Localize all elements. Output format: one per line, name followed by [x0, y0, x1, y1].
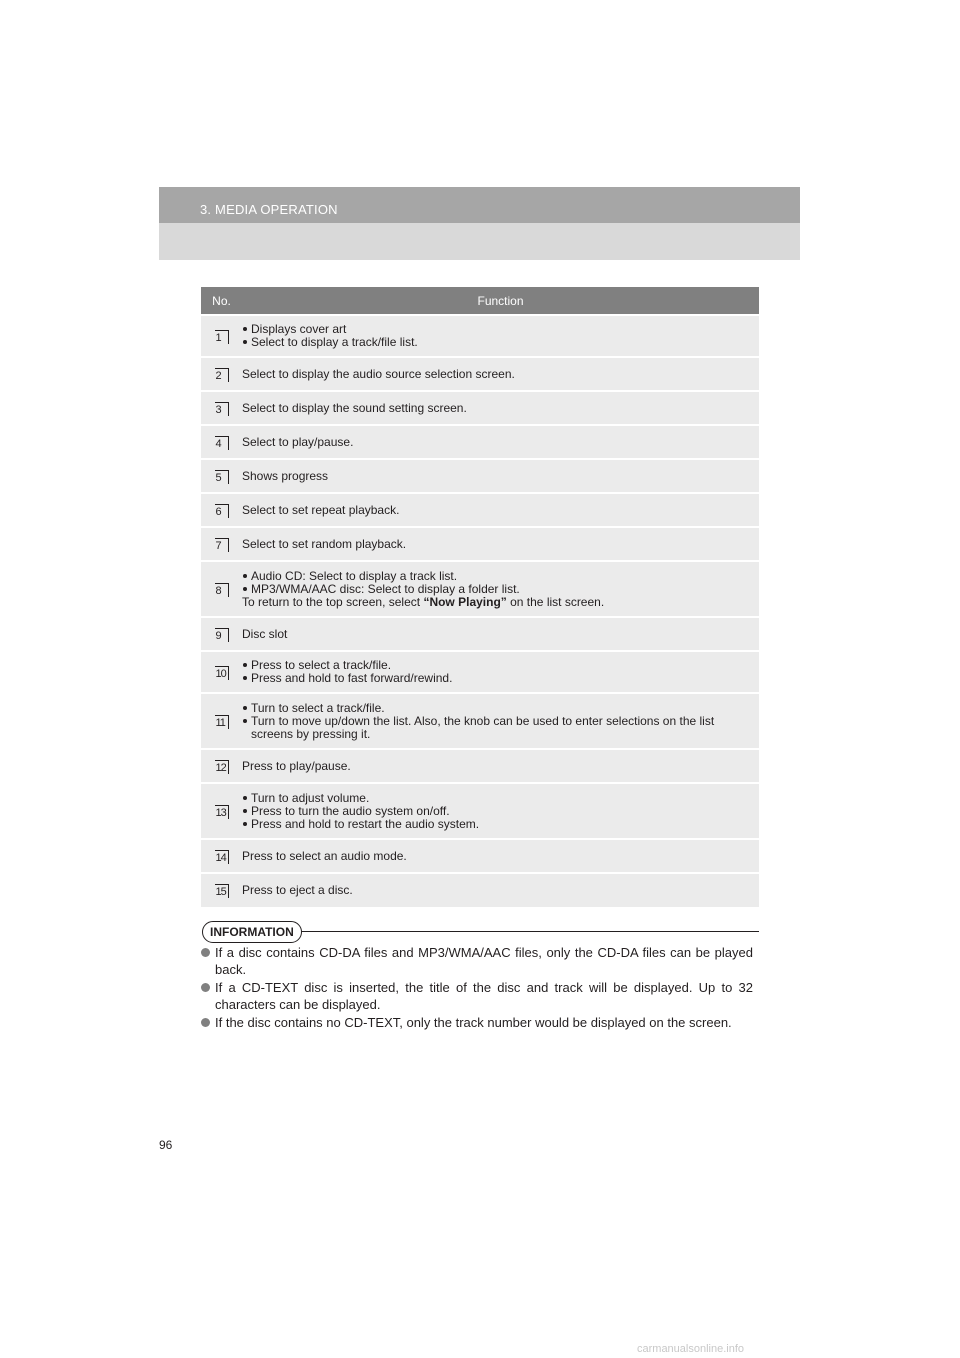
table-row	[201, 459, 759, 493]
section-title: 3. MEDIA OPERATION	[200, 202, 338, 217]
number-box-icon	[215, 504, 229, 518]
row-number-cell	[201, 617, 242, 651]
column-header-no: No.	[201, 287, 242, 315]
function-text	[242, 760, 759, 773]
function-cell	[242, 391, 759, 425]
table-row	[201, 749, 759, 783]
function-cell	[242, 315, 759, 357]
number-box-icon	[215, 805, 229, 819]
row-number: 11	[215, 716, 225, 729]
table-header-row	[201, 287, 759, 315]
function-text	[242, 402, 759, 415]
row-number-cell	[201, 315, 242, 357]
table-row	[201, 357, 759, 391]
row-number: 10	[215, 667, 226, 680]
function-cell	[242, 651, 759, 693]
table-row	[201, 527, 759, 561]
number-box-icon	[215, 666, 229, 680]
function-text	[242, 504, 759, 517]
row-number-cell	[201, 357, 242, 391]
row-number-cell	[201, 651, 242, 693]
number-box-icon	[215, 884, 229, 898]
row-number: 14	[215, 851, 226, 864]
bullet-item: MP3/WMA/AAC disc: Select to display a folder list.	[242, 583, 759, 596]
function-text-part: To return to the top screen, select	[242, 594, 424, 609]
table-row	[201, 425, 759, 459]
table-row	[201, 561, 759, 617]
number-box-icon	[215, 402, 229, 416]
bullet-item: Select to display a track/file list.	[242, 336, 759, 349]
function-cell	[242, 693, 759, 749]
row-number: 6	[215, 505, 221, 518]
function-table	[201, 287, 759, 907]
number-box-icon	[215, 538, 229, 552]
row-number-cell	[201, 493, 242, 527]
row-number: 12	[215, 761, 226, 774]
row-number: 3	[215, 403, 221, 416]
row-number: 7	[215, 539, 221, 552]
function-text	[242, 368, 759, 381]
function-cell	[242, 357, 759, 391]
row-number: 4	[215, 437, 221, 450]
bullet-item: Press and hold to restart the audio system.	[242, 818, 759, 831]
function-text	[242, 436, 759, 449]
watermark: carmanualsonline.info	[637, 1343, 745, 1355]
row-number-cell	[201, 459, 242, 493]
header-bar	[159, 187, 800, 223]
table-row	[201, 391, 759, 425]
table-row	[201, 617, 759, 651]
function-text	[242, 850, 759, 863]
table-row	[201, 493, 759, 527]
row-number-cell	[201, 391, 242, 425]
table-row	[201, 651, 759, 693]
function-text-part: Press to play/pause.	[242, 758, 351, 773]
bullet-item: Turn to adjust volume.	[242, 792, 759, 805]
row-number-cell	[201, 839, 242, 873]
bullet-item: Audio CD: Select to display a track list.	[242, 570, 759, 583]
bullet-list	[242, 323, 759, 349]
information-badge: INFORMATION	[202, 921, 302, 943]
row-number: 1	[215, 331, 221, 344]
bullet-item: Turn to move up/down the list. Also, the knob can be used to enter selections on the list screens by pressing it.	[242, 715, 759, 741]
function-text	[242, 470, 759, 483]
function-cell	[242, 839, 759, 873]
function-text	[242, 884, 759, 897]
bullet-list	[242, 792, 759, 831]
function-text-part: Shows progress	[242, 468, 329, 483]
function-text-part: Select to set random playback.	[242, 536, 407, 551]
number-box-icon	[215, 850, 229, 864]
function-text-part: Press to select an audio mode.	[242, 848, 407, 863]
row-number: 8	[215, 584, 221, 597]
function-cell	[242, 783, 759, 839]
number-box-icon	[215, 628, 229, 642]
row-number: 13	[215, 806, 226, 819]
row-number-cell	[201, 561, 242, 617]
bullet-list	[242, 570, 759, 596]
table-row	[201, 873, 759, 907]
row-number-cell	[201, 749, 242, 783]
bullet-item: Turn to select a track/file.	[242, 702, 759, 715]
page-number: 96	[159, 1138, 173, 1152]
now-playing-label: “Now Playing”	[423, 594, 507, 609]
bullet-item: Displays cover art	[242, 323, 759, 336]
bullet-list	[242, 659, 759, 685]
number-box-icon	[215, 330, 229, 344]
function-text-part: Select to set repeat playback.	[242, 502, 400, 517]
table-body	[201, 315, 759, 907]
row-number-cell	[201, 425, 242, 459]
function-cell	[242, 749, 759, 783]
information-item	[201, 944, 753, 978]
information-text: If the disc contains no CD-TEXT, only the track number would be displayed on the screen.	[215, 1015, 732, 1030]
row-number: 9	[215, 629, 221, 642]
function-text	[242, 596, 759, 609]
number-box-icon	[215, 715, 229, 729]
function-text-part: on the list screen.	[506, 594, 605, 609]
number-box-icon	[215, 583, 229, 597]
function-cell	[242, 527, 759, 561]
function-text-part: Press to eject a disc.	[242, 883, 353, 897]
bullet-list	[242, 702, 759, 741]
header-band	[159, 187, 800, 260]
bullet-item: Press and hold to fast forward/rewind.	[242, 672, 759, 685]
number-box-icon	[215, 470, 229, 484]
row-number-cell	[201, 873, 242, 907]
bullet-icon	[201, 983, 210, 992]
table-row	[201, 315, 759, 357]
information-item	[201, 1014, 753, 1031]
table-row	[201, 839, 759, 873]
function-text-part: Select to play/pause.	[242, 434, 354, 449]
row-number: 15	[215, 886, 226, 898]
table-row	[201, 783, 759, 839]
information-text: If a CD-TEXT disc is inserted, the title of the disc and track will be displayed. Up to 32 characters can be displayed.	[215, 980, 753, 1012]
function-cell	[242, 617, 759, 651]
row-number-cell	[201, 693, 242, 749]
function-text-part: Disc slot	[242, 626, 288, 641]
function-text	[242, 628, 759, 641]
information-text: If a disc contains CD-DA files and MP3/WMA/AAC files, only the CD-DA files can be played back.	[215, 945, 753, 977]
function-text-part: Select to display the audio source selection screen.	[242, 366, 515, 381]
function-cell	[242, 873, 759, 907]
function-cell	[242, 561, 759, 617]
number-box-icon	[215, 368, 229, 382]
function-cell	[242, 459, 759, 493]
bullet-icon	[201, 1018, 210, 1027]
function-cell	[242, 493, 759, 527]
column-header-function: Function	[242, 287, 759, 315]
function-text	[242, 538, 759, 551]
bullet-item: Press to select a track/file.	[242, 659, 759, 672]
number-box-icon	[215, 760, 229, 774]
bullet-item: Press to turn the audio system on/off.	[242, 805, 759, 818]
row-number: 2	[215, 369, 221, 382]
bullet-icon	[201, 948, 210, 957]
row-number-cell	[201, 783, 242, 839]
table-row	[201, 693, 759, 749]
information-rule	[301, 931, 759, 932]
number-box-icon	[215, 436, 229, 450]
function-text-part: Select to display the sound setting screen.	[242, 400, 467, 415]
information-list	[201, 944, 753, 1032]
function-cell	[242, 425, 759, 459]
information-item	[201, 979, 753, 1013]
row-number: 5	[215, 471, 221, 484]
row-number-cell	[201, 527, 242, 561]
